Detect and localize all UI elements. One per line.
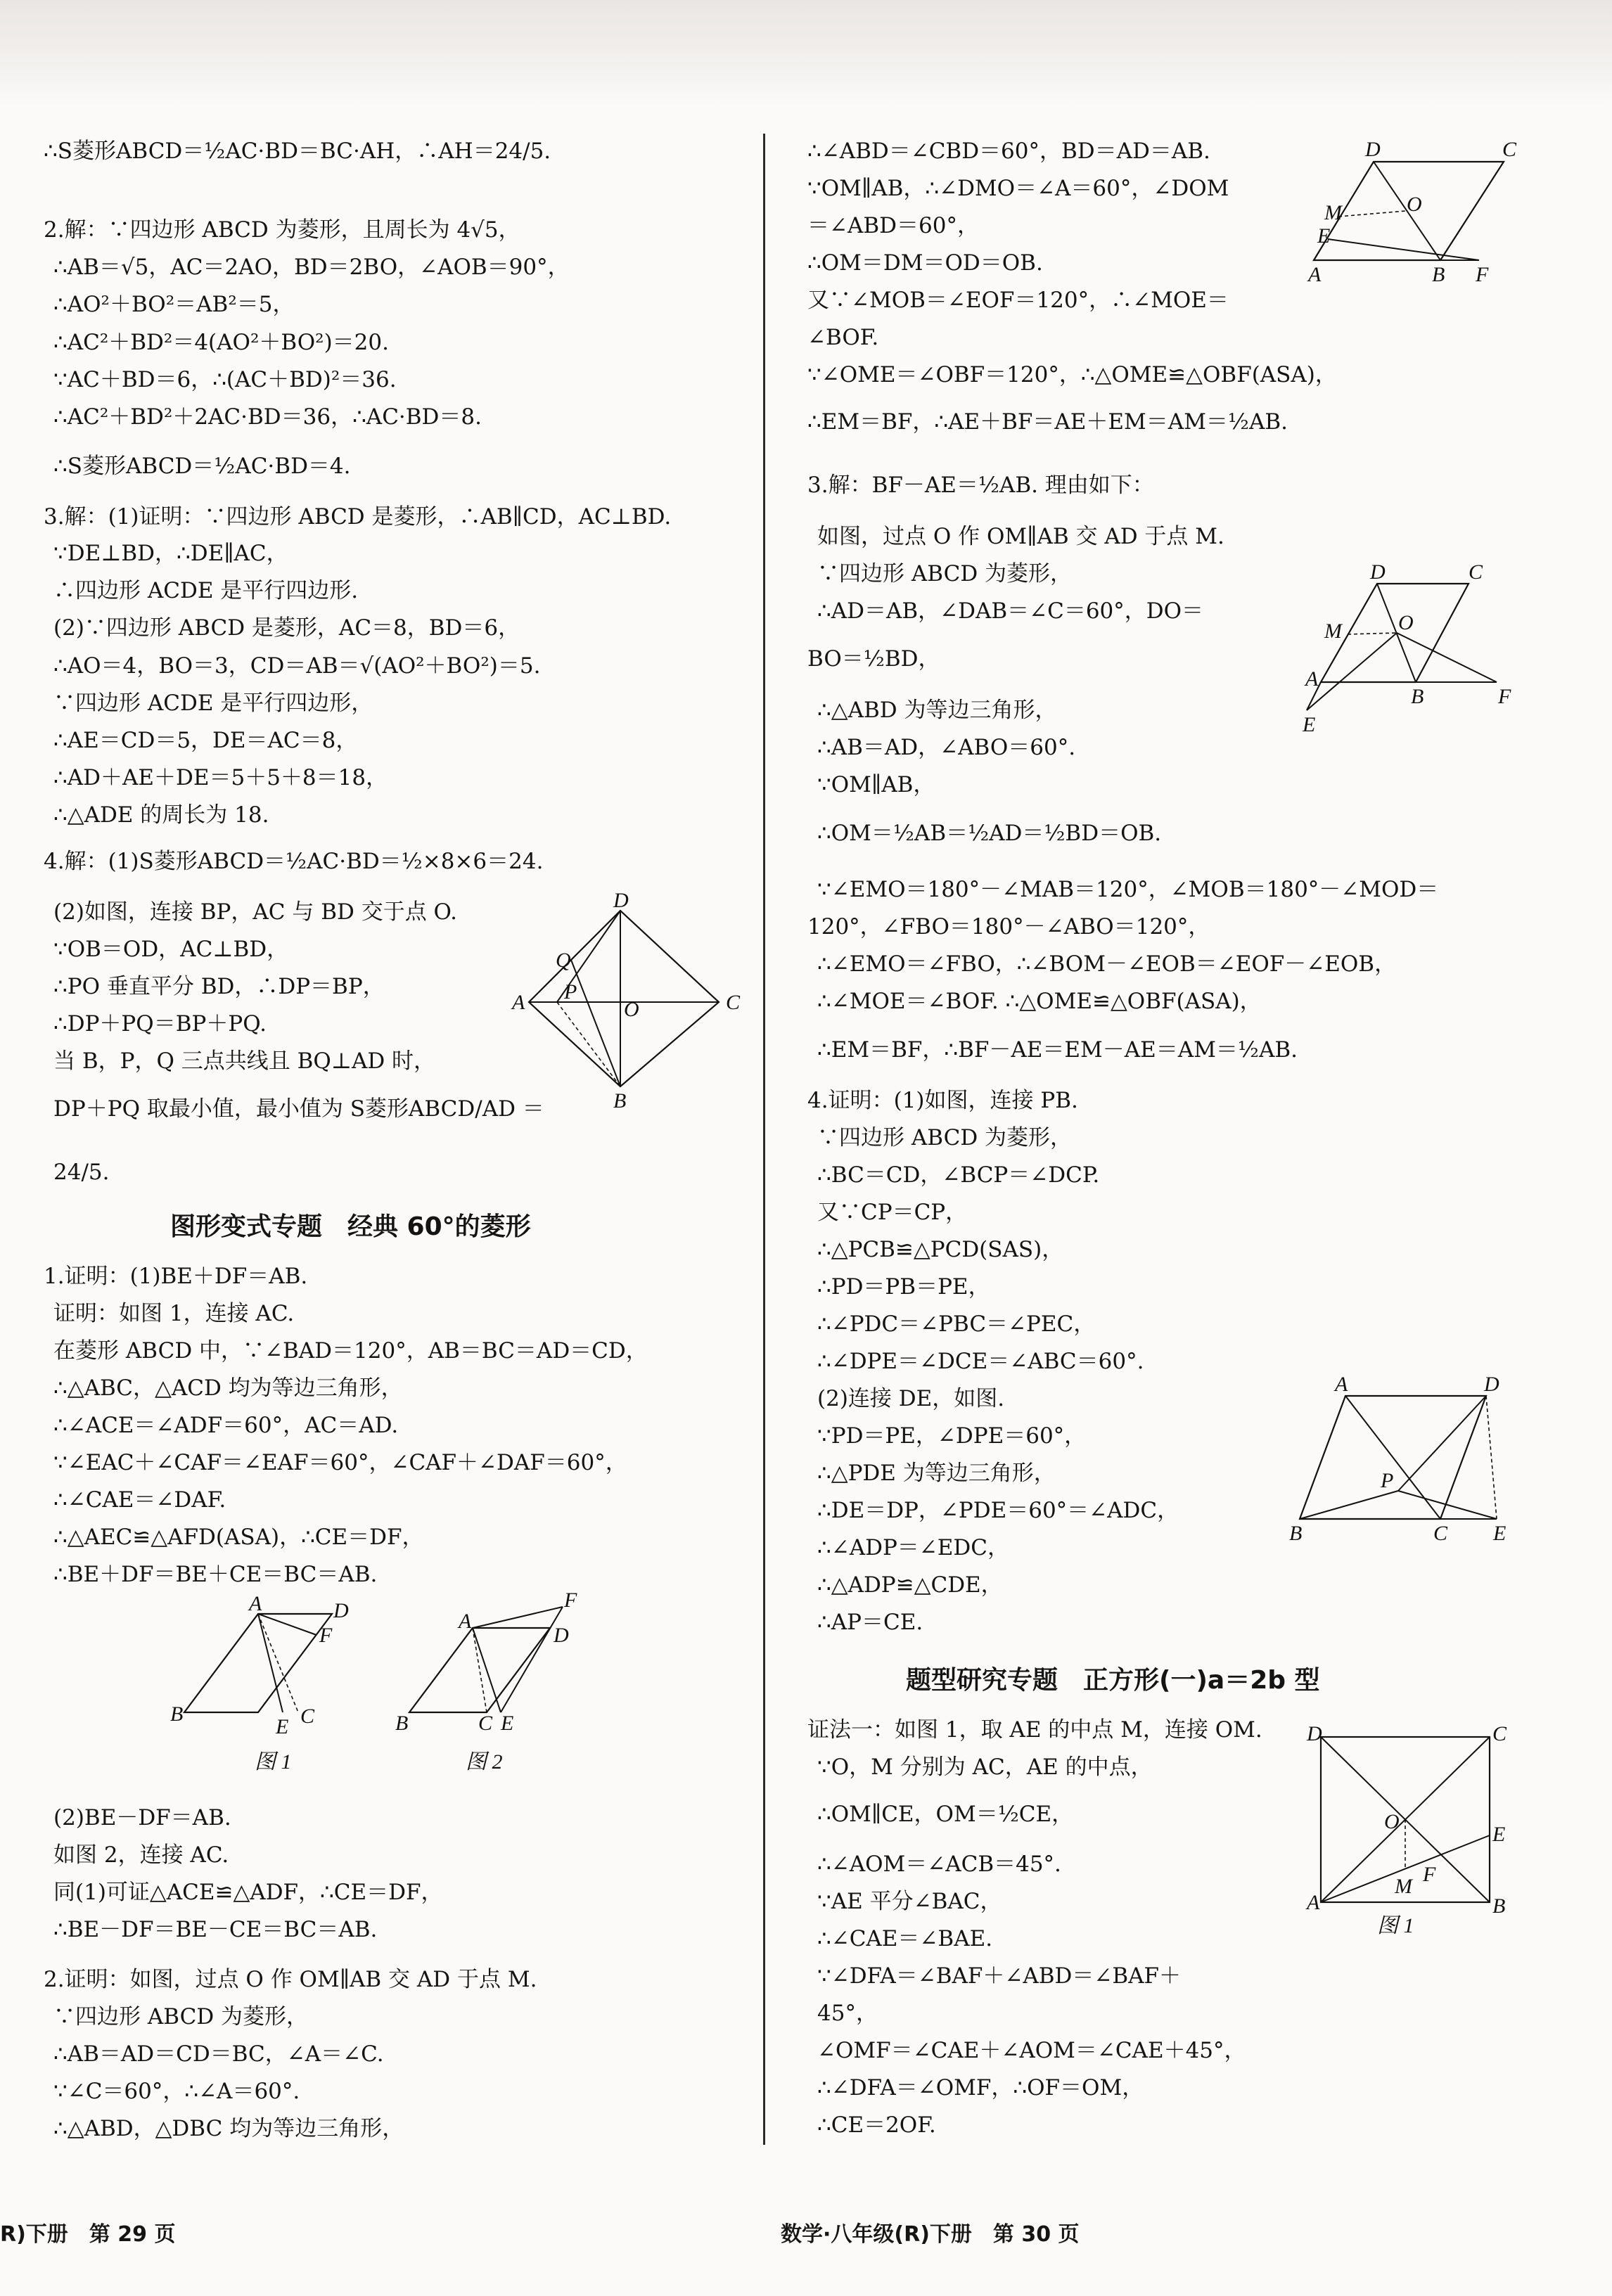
text-line: ∴△ADP≌△CDE， <box>817 1572 1003 1598</box>
svg-text:E: E <box>1492 1823 1506 1846</box>
text-line: ∵∠EMO＝180°－∠MAB＝120°，∠MOB＝180°－∠MOD＝ <box>817 877 1439 902</box>
text-line: ∴DP＋PQ＝BP＋PQ. <box>53 1011 267 1037</box>
svg-text:F: F <box>1423 1863 1436 1886</box>
svg-text:C: C <box>300 1705 315 1728</box>
text-line: ∴OM＝DM＝OD＝OB. <box>807 250 1043 276</box>
text-line: 3.解：(1)证明：∵四边形 ABCD 是菱形，∴AB∥CD，AC⊥BD. <box>44 504 672 530</box>
svg-text:O: O <box>1407 193 1422 216</box>
svg-text:B: B <box>1432 263 1445 286</box>
page-footer-left: R)下册 第 29 页 <box>0 2222 176 2247</box>
svg-text:M: M <box>1395 1875 1412 1898</box>
svg-text:E: E <box>276 1715 289 1738</box>
text-line: ∵∠EAC＋∠CAF＝∠EAF＝60°，∠CAF＋∠DAF＝60°， <box>53 1450 627 1475</box>
text-line: ∴∠AOM＝∠ACB＝45°. <box>817 1852 1061 1877</box>
svg-text:C: C <box>1433 1522 1448 1545</box>
text-line: ∵AE 平分∠BAC， <box>817 1889 1002 1914</box>
figure-square-caption: 图 1 <box>1377 1914 1414 1937</box>
page-footer-right: 数学·八年级(R)下册 第 30 页 <box>781 2222 1080 2247</box>
text-line: ∵AC＋BD＝6，∴(AC＋BD)²＝36. <box>53 367 397 392</box>
text-line: BO＝½BD， <box>807 646 940 672</box>
text-line: ∵OB＝OD，AC⊥BD， <box>53 937 289 962</box>
figure-square <box>1307 1722 1507 1947</box>
text-line: 120°，∠FBO＝180°－∠ABO＝120°， <box>807 914 1210 939</box>
svg-text:A: A <box>1308 263 1322 286</box>
svg-text:B: B <box>170 1702 184 1726</box>
section-title: 图形变式专题 经典 60°的菱形 <box>170 1212 531 1241</box>
page-top-band <box>0 0 1612 105</box>
text-line: ∴S菱形ABCD＝½AC·BD＝4. <box>53 454 351 479</box>
text-line: ∴S菱形ABCD＝½AC·BD＝BC·AH，∴AH＝24/5. <box>44 139 551 164</box>
text-line: ∴CE＝2OF. <box>817 2112 936 2138</box>
svg-text:A: A <box>1307 1891 1320 1914</box>
text-line: 2.解：∵四边形 ABCD 为菱形，且周长为 4√5， <box>44 217 520 243</box>
text-line: ∵O，M 分别为 AC，AE 的中点， <box>817 1755 1153 1780</box>
text-line: ∴EM＝BF，∴AE＋BF＝AE＋EM＝AM＝½AB. <box>807 409 1288 435</box>
svg-text:C: C <box>1502 138 1517 161</box>
figure-2-caption: 图 2 <box>466 1750 503 1774</box>
svg-text:A: A <box>459 1610 472 1633</box>
svg-text:B: B <box>395 1712 409 1735</box>
text-line: ∴△ABD 为等边三角形， <box>817 698 1057 723</box>
svg-text:P: P <box>564 980 577 1003</box>
text-line: ∴∠ACE＝∠ADF＝60°，AC＝AD. <box>53 1413 399 1438</box>
svg-text:D: D <box>1307 1722 1322 1745</box>
figure-1-caption: 图 1 <box>255 1750 292 1774</box>
svg-text:E: E <box>1493 1522 1507 1545</box>
text-line: ∴∠EMO＝∠FBO，∴∠BOM－∠EOB＝∠EOF－∠EOB， <box>817 951 1397 977</box>
text-line: ∴AC²＋BD²＋2AC·BD＝36，∴AC·BD＝8. <box>53 404 482 430</box>
text-line: ＝∠ABD＝60°， <box>807 213 979 238</box>
column-divider <box>763 134 765 2145</box>
text-line: ∴∠CAE＝∠BAE. <box>817 1926 993 1951</box>
text-line: ∵OM∥AB， <box>817 772 935 797</box>
text-line: ∴AD＝AB，∠DAB＝∠C＝60°，DO＝ <box>817 598 1204 624</box>
text-line: ∴BE－DF＝BE－CE＝BC＝AB. <box>53 1917 378 1942</box>
svg-text:C: C <box>726 991 741 1014</box>
text-line: 证明：如图 1，连接 AC. <box>53 1301 295 1326</box>
text-line: ∴AD＋AE＋DE＝5＋5＋8＝18， <box>53 765 388 790</box>
figure-q2 <box>1307 138 1518 287</box>
text-line: 3.解：BF－AE＝½AB. 理由如下： <box>807 473 1154 498</box>
text-line: 24/5. <box>53 1160 110 1185</box>
text-line: ∴AP＝CE. <box>817 1610 923 1635</box>
text-line: 如图，过点 O 作 OM∥AB 交 AD 于点 M. <box>817 524 1224 549</box>
text-line: ∵DE⊥BD，∴DE∥AC， <box>53 541 288 566</box>
text-line: ∴∠DPE＝∠DCE＝∠ABC＝60°. <box>817 1349 1144 1374</box>
text-line: 证法一：如图 1，取 AE 的中点 M，连接 OM. <box>807 1717 1262 1743</box>
text-line: ∵∠OME＝∠OBF＝120°，∴△OME≌△OBF(ASA)， <box>807 362 1337 387</box>
svg-text:B: B <box>1411 685 1424 708</box>
text-line: ∴BC＝CD，∠BCP＝∠DCP. <box>817 1162 1100 1188</box>
svg-text:O: O <box>1384 1810 1400 1833</box>
section-title: 题型研究专题 正方形(一)a＝2b 型 <box>906 1666 1320 1695</box>
text-line: ∴AB＝√5，AC＝2AO，BD＝2BO，∠AOB＝90°， <box>53 255 570 280</box>
text-line: ∵四边形 ABCD 为菱形， <box>817 1125 1073 1150</box>
svg-text:P: P <box>1381 1469 1394 1492</box>
text-line: 4.解：(1)S菱形ABCD＝½AC·BD＝½×8×6＝24. <box>44 849 544 874</box>
text-line: ∴PD＝PB＝PE， <box>817 1274 990 1300</box>
svg-text:F: F <box>319 1624 333 1647</box>
text-line: 在菱形 ABCD 中，∵∠BAD＝120°，AB＝BC＝AD＝CD， <box>53 1338 648 1364</box>
text-line: ∴△PDE 为等边三角形， <box>817 1461 1056 1486</box>
text-line: ∴OM∥CE，OM＝½CE， <box>817 1802 1074 1827</box>
svg-text:M: M <box>1324 620 1342 643</box>
text-line: ∴∠ABD＝∠CBD＝60°，BD＝AD＝AB. <box>807 139 1210 164</box>
svg-text:D: D <box>1365 138 1381 161</box>
text-line: ∴四边形 ACDE 是平行四边形. <box>53 578 359 603</box>
svg-text:O: O <box>1398 611 1414 634</box>
svg-text:D: D <box>1370 560 1386 584</box>
text-line: ∴BE＋DF＝BE＋CE＝BC＝AB. <box>53 1562 378 1587</box>
text-line: ∴∠DFA＝∠OMF，∴OF＝OM， <box>817 2075 1144 2101</box>
text-line: ∵四边形 ABCD 为菱形， <box>817 561 1073 586</box>
text-line: ∴△ADE 的周长为 18. <box>53 802 269 828</box>
svg-text:F: F <box>1498 685 1511 708</box>
text-line: ∴∠CAE＝∠DAF. <box>53 1487 226 1513</box>
text-line: ∵PD＝PE，∠DPE＝60°， <box>817 1423 1087 1449</box>
svg-text:D: D <box>333 1599 349 1622</box>
text-line: ∴△ABD，△DBC 均为等边三角形， <box>53 2116 404 2141</box>
figure-q4 <box>1286 1373 1511 1546</box>
text-line: 1.证明：(1)BE＋DF＝AB. <box>44 1264 308 1289</box>
svg-text:F: F <box>1476 263 1489 286</box>
text-line: DP＋PQ 取最小值，最小值为 S菱形ABCD/AD ＝ <box>53 1096 544 1122</box>
text-line: ∴AC²＋BD²＝4(AO²＋BO²)＝20. <box>53 330 389 355</box>
figure-q3 <box>1293 560 1525 736</box>
text-line: ∴EM＝BF，∴BF－AE＝EM－AE＝AM＝½AB. <box>817 1037 1298 1063</box>
text-line: 同(1)可证△ACE≌△ADF，∴CE＝DF， <box>53 1880 443 1905</box>
text-line: (2)BE－DF＝AB. <box>53 1805 231 1830</box>
svg-text:D: D <box>554 1624 569 1647</box>
text-line: ∴△AEC≌△AFD(ASA)，∴CE＝DF， <box>53 1525 424 1550</box>
text-line: ∴PO 垂直平分 BD，∴DP＝BP， <box>53 974 385 999</box>
text-line: 2.证明：如图，过点 O 作 OM∥AB 交 AD 于点 M. <box>44 1967 537 1992</box>
text-line: (2)∵四边形 ABCD 是菱形，AC＝8，BD＝6， <box>53 615 520 641</box>
text-line: ∴AO＝4，BO＝3，CD＝AB＝√(AO²＋BO²)＝5. <box>53 653 541 679</box>
text-line: ∴DE＝DP，∠PDE＝60°＝∠ADC， <box>817 1498 1179 1523</box>
text-line: ∵∠DFA＝∠BAF＋∠ABD＝∠BAF＋ <box>817 1963 1182 1989</box>
figure-1 <box>170 1592 353 1774</box>
text-line: ∴AB＝AD＝CD＝BC，∠A＝∠C. <box>53 2041 384 2067</box>
svg-text:M: M <box>1324 201 1342 224</box>
text-line: (2)连接 DE，如图. <box>817 1386 1005 1411</box>
svg-text:D: D <box>613 889 629 912</box>
text-line: ∵OM∥AB，∴∠DMO＝∠A＝60°，∠DOM <box>807 176 1229 201</box>
text-line: ∵四边形 ABCD 为菱形， <box>53 2004 309 2029</box>
svg-text:B: B <box>1492 1894 1506 1918</box>
svg-text:A: A <box>1305 667 1319 691</box>
svg-text:C: C <box>1492 1722 1507 1745</box>
svg-text:A: A <box>512 991 525 1014</box>
text-line: 又∵∠MOB＝∠EOF＝120°，∴∠MOE＝ <box>807 288 1229 313</box>
svg-text:D: D <box>1484 1373 1499 1396</box>
text-line: ∴OM＝½AB＝½AD＝½BD＝OB. <box>817 821 1162 846</box>
text-line: 如图 2，连接 AC. <box>53 1842 229 1868</box>
svg-text:F: F <box>564 1589 577 1612</box>
svg-text:A: A <box>249 1592 262 1615</box>
text-line: ∠BOF. <box>807 325 879 350</box>
text-line: ∴AB＝AD，∠ABO＝60°. <box>817 735 1076 760</box>
svg-text:A: A <box>1335 1373 1348 1396</box>
text-line: 45°， <box>817 2001 878 2026</box>
text-line: ∴AE＝CD＝5，DE＝AC＝8， <box>53 728 358 753</box>
text-line: ∴△PCB≌△PCD(SAS)， <box>817 1237 1064 1262</box>
text-line: ∴∠PDC＝∠PBC＝∠PEC， <box>817 1311 1096 1337</box>
text-line: 4.证明：(1)如图，连接 PB. <box>807 1088 1078 1113</box>
svg-text:O: O <box>624 998 639 1021</box>
text-line: 又∵CP＝CP， <box>817 1200 968 1225</box>
svg-text:C: C <box>1469 560 1483 584</box>
text-line: 当 B，P，Q 三点共线且 BQ⊥AD 时， <box>53 1048 436 1074</box>
text-line: ∴∠ADP＝∠EDC， <box>817 1535 1009 1560</box>
svg-text:E: E <box>1317 224 1331 248</box>
svg-text:B: B <box>1289 1522 1303 1545</box>
text-line: ∠OMF＝∠CAE＋∠AOM＝∠CAE＋45°， <box>817 2038 1246 2063</box>
svg-text:E: E <box>501 1712 514 1735</box>
text-line: ∵四边形 ACDE 是平行四边形， <box>53 691 373 716</box>
text-line: ∴AO²＋BO²＝AB²＝5， <box>53 292 295 317</box>
text-line: ∴∠MOE＝∠BOF. ∴△OME≌△OBF(ASA)， <box>817 989 1262 1014</box>
svg-text:Q: Q <box>556 949 571 972</box>
figure-2 <box>395 1589 578 1774</box>
text-line: ∴△ABC，△ACD 均为等边三角形， <box>53 1375 403 1401</box>
rhombus-figure <box>508 889 741 1112</box>
text-line: (2)如图，连接 BP，AC 与 BD 交于点 O. <box>53 899 458 925</box>
svg-text:C: C <box>478 1712 493 1735</box>
svg-text:B: B <box>613 1089 627 1112</box>
svg-text:E: E <box>1303 713 1316 736</box>
text-line: ∵∠C＝60°，∴∠A＝60°. <box>53 2079 300 2104</box>
